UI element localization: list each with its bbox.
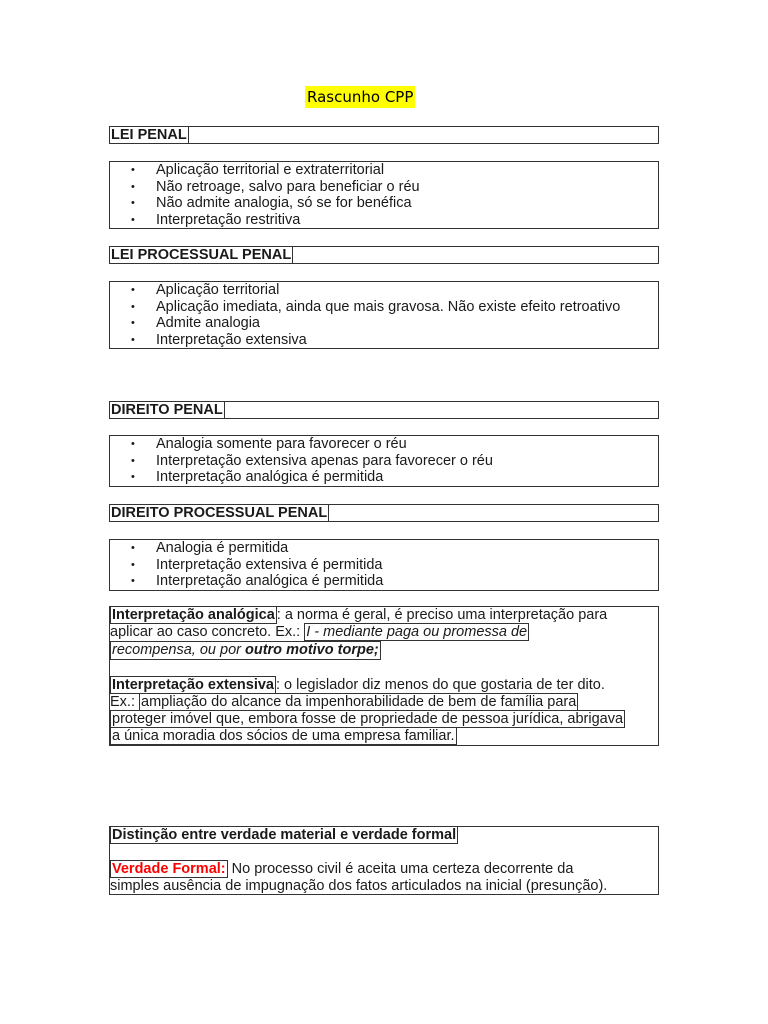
section-heading-lei-processual-penal: LEI PROCESSUAL PENAL xyxy=(109,246,659,264)
list-item: • Aplicação territorial xyxy=(110,282,658,299)
list-item: • Interpretação analógica é permitida xyxy=(110,573,658,590)
list-item: • Interpretação analógica é permitida xyxy=(110,469,658,486)
page-title: Rascunho CPP xyxy=(307,88,414,106)
interp-extensiva-term: Interpretação extensiva xyxy=(112,677,274,693)
interpretation-box xyxy=(109,606,659,746)
list-item: • Analogia é permitida xyxy=(110,540,658,557)
list-item: • Interpretação extensiva apenas para favorecer o réu xyxy=(110,453,658,470)
interp-extensiva-line1: Interpretação extensiva : o legislador diz menos do que gostaria de ter dito. xyxy=(112,677,605,693)
interp-analogica-line1: Interpretação analógica : a norma é geral, é preciso uma interpretação para xyxy=(112,607,608,623)
section-heading-lei-penal: LEI PENAL xyxy=(109,126,659,144)
verdade-formal-line2: simples ausência de impugnação dos fatos articulados na inicial (presunção). xyxy=(110,878,608,894)
list-lei-processual-penal xyxy=(109,281,659,349)
distinction-heading-line xyxy=(110,827,658,844)
interp-analogica-example-cont: recompensa, ou por outro motivo torpe; xyxy=(112,642,379,658)
interp-extensiva-example: ampliação do alcance da impenhorabilidade de bem de família para xyxy=(141,694,577,710)
interp-analogica-line3 xyxy=(110,641,658,660)
section-heading-direito-penal: DIREITO PENAL xyxy=(109,401,659,419)
verdade-formal-term: Verdade Formal: xyxy=(112,861,226,877)
interp-extensiva-line3: proteger imóvel que, embora fosse de propriedade de pessoa jurídica, abrigava xyxy=(112,711,624,727)
verdade-formal-line1: Verdade Formal: No processo civil é aceita uma certeza decorrente da xyxy=(112,861,574,877)
list-item: • Interpretação restritiva xyxy=(110,212,658,229)
distinction-box xyxy=(109,826,659,895)
distinction-heading: Distinção entre verdade material e verdade formal xyxy=(112,827,457,843)
list-lei-penal xyxy=(109,161,659,229)
list-item: • Analogia somente para favorecer o réu xyxy=(110,436,658,453)
list-item: • Admite analogia xyxy=(110,315,658,332)
list-item: • Não retroage, salvo para beneficiar o réu xyxy=(110,179,658,196)
list-item: • Interpretação extensiva é permitida xyxy=(110,557,658,574)
list-item: • Interpretação extensiva xyxy=(110,332,658,349)
list-item: • Aplicação imediata, ainda que mais gravosa. Não existe efeito retroativo xyxy=(110,299,658,316)
list-direito-penal xyxy=(109,435,659,487)
interp-extensiva-line2: Ex.: ampliação do alcance da impenhorabilidade de bem de família para xyxy=(110,694,577,710)
interp-analogica-example: I - mediante paga ou promessa de xyxy=(306,624,528,640)
interp-extensiva-line4: a única moradia dos sócios de uma empresa familiar. xyxy=(112,728,455,744)
interp-analogica-term: Interpretação analógica xyxy=(112,607,275,623)
list-item: • Aplicação territorial e extraterritorial xyxy=(110,162,658,179)
list-item: • Não admite analogia, só se for benéfica xyxy=(110,195,658,212)
section-heading-direito-processual-penal: DIREITO PROCESSUAL PENAL xyxy=(109,504,659,522)
interp-analogica-line2: aplicar ao caso concreto. Ex.: I - mediante paga ou promessa de xyxy=(110,624,528,640)
list-direito-processual-penal xyxy=(109,539,659,591)
